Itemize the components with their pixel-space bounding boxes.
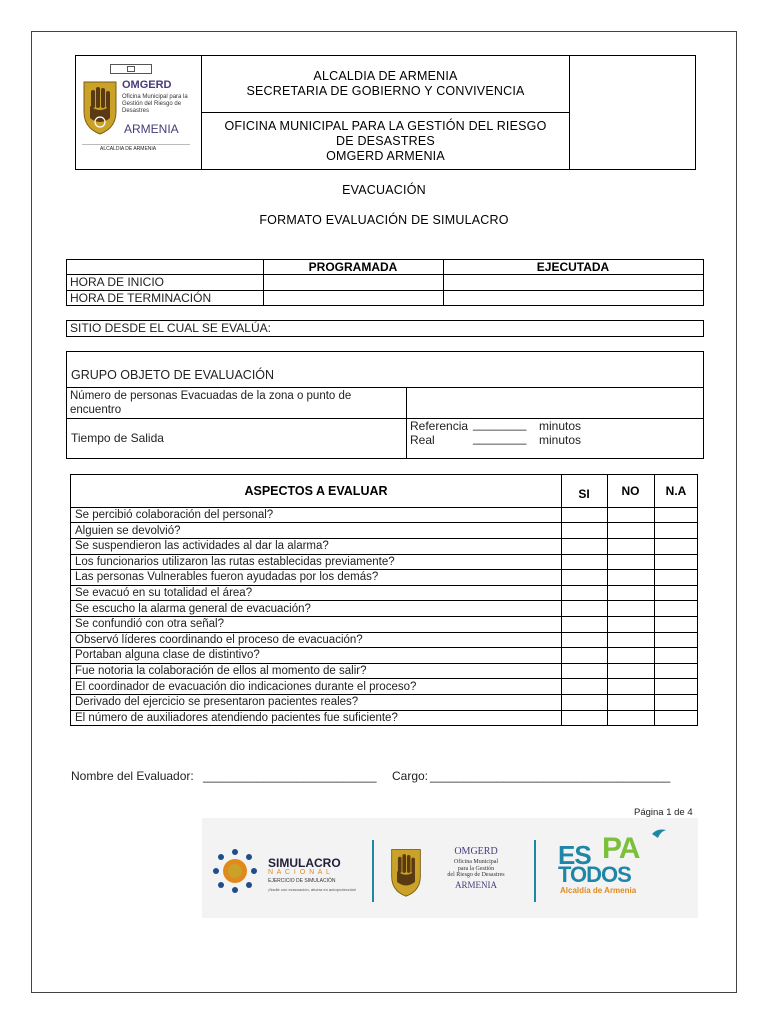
checklist-row <box>71 617 697 632</box>
header-entity-cell <box>202 56 570 113</box>
checkbox-no[interactable] <box>608 555 654 570</box>
hand-shield-icon <box>82 78 118 136</box>
header-logo-cell <box>76 56 202 169</box>
checkbox-no[interactable] <box>608 633 654 648</box>
checklist-question: Se evacuó en su totalidad el área? <box>75 587 253 599</box>
group-table <box>66 351 704 459</box>
sponsor-banner <box>202 818 698 918</box>
checklist-row <box>71 602 697 617</box>
checkbox-si[interactable] <box>562 570 607 585</box>
logo-divider <box>82 144 190 145</box>
input-terminacion-ejecutada[interactable] <box>444 291 703 306</box>
checklist-question: Observó líderes coordinando el proceso de evacuación? <box>75 633 363 646</box>
bird-icon <box>652 828 666 838</box>
banner-omgerd-title: OMGERD <box>454 846 498 857</box>
logo-brand: OMGERD <box>122 79 172 91</box>
real-unit: minutos <box>539 433 582 447</box>
checkbox-no[interactable] <box>608 570 654 585</box>
evacuated-count-input[interactable] <box>407 388 703 418</box>
banner-omgerd-lines <box>428 859 524 879</box>
banner-divider-1 <box>372 840 374 902</box>
checkbox-si[interactable] <box>562 633 607 648</box>
checkbox-no[interactable] <box>608 586 654 601</box>
checklist-row <box>71 539 697 554</box>
document-title: EVACUACIÓN <box>342 183 426 197</box>
checkbox-si[interactable] <box>562 555 607 570</box>
checkbox-na[interactable] <box>655 539 698 554</box>
banner-omgerd-l1: Oficina Municipal <box>453 859 499 865</box>
espa-todos: TODOS <box>558 862 631 887</box>
checkbox-na[interactable] <box>655 695 698 710</box>
checkbox-na[interactable] <box>655 711 698 726</box>
ref-time-input[interactable]: ________ <box>473 417 527 431</box>
checkbox-no[interactable] <box>608 664 654 679</box>
col-no: NO <box>621 484 640 498</box>
checklist-row <box>71 508 697 523</box>
header-line-4: DE DESASTRES <box>336 133 435 148</box>
checkbox-si[interactable] <box>562 711 607 726</box>
checklist-row <box>71 570 697 585</box>
header-line-2: SECRETARIA DE GOBIERNO Y CONVIVENCIA <box>246 84 525 98</box>
checklist-question: Portaban alguna clase de distintivo? <box>75 649 260 662</box>
banner-omgerd-city: ARMENIA <box>455 880 497 890</box>
checkbox-no[interactable] <box>608 602 654 617</box>
checkbox-no[interactable] <box>608 539 654 554</box>
row-hora-terminacion: HORA DE TERMINACIÓN <box>70 291 212 305</box>
col-si: SI <box>578 487 590 501</box>
checklist-question: El coordinador de evacuación dio indicaciones durante el proceso? <box>75 680 417 693</box>
checklist-question: Alguien se devolvió? <box>75 524 181 537</box>
checklist-row <box>71 648 697 663</box>
checklist-row <box>71 711 697 726</box>
flag-icon <box>110 64 152 74</box>
checkbox-na[interactable] <box>655 648 698 663</box>
logo-municipality: ALCALDIA DE ARMENIA <box>100 146 157 152</box>
checklist-table <box>70 474 698 726</box>
evaluator-label: Nombre del Evaluador: <box>71 769 194 783</box>
checkbox-si[interactable] <box>562 602 607 617</box>
checkbox-no[interactable] <box>608 524 654 539</box>
checklist-question: El número de auxiliadores atendiendo pacientes fue suficiente? <box>75 711 398 724</box>
checklist-row <box>71 680 697 695</box>
checklist-row <box>71 586 697 601</box>
document-header <box>75 55 696 170</box>
checklist-question: Se confundió con otra señal? <box>75 618 224 631</box>
schedule-table <box>66 259 704 306</box>
banner-omgerd-l3: del Riesgo de Desastres <box>447 872 505 878</box>
logo-subtitle: Oficina Municipal para la Gestión del Riesgo de Desastres <box>122 94 188 114</box>
checklist-question: Los funcionarios utilizaron las rutas establecidas previamente? <box>75 555 395 568</box>
espa-sub: Alcaldía de Armenia <box>560 886 637 895</box>
checkbox-si[interactable] <box>562 508 607 523</box>
checkbox-no[interactable] <box>608 680 654 695</box>
row-hora-inicio: HORA DE INICIO <box>70 275 165 289</box>
checkbox-no[interactable] <box>608 648 654 663</box>
exit-time-label: Tiempo de Salida <box>71 431 164 445</box>
checklist-row <box>71 524 697 539</box>
real-label: Real <box>410 433 435 447</box>
document-subtitle: FORMATO EVALUACIÓN DE SIMULACRO <box>259 213 509 227</box>
omgerd-hand-icon <box>388 846 424 898</box>
checkbox-si[interactable] <box>562 524 607 539</box>
evaluator-name-input[interactable]: __________________________ <box>203 769 377 783</box>
checklist-question: Se percibió colaboración del personal? <box>75 509 274 521</box>
checkbox-na[interactable] <box>655 524 698 539</box>
checkbox-si[interactable] <box>562 680 607 695</box>
banner-divider-2 <box>534 840 536 902</box>
simulacro-nacional-icon <box>212 848 258 894</box>
checkbox-na[interactable] <box>655 680 698 695</box>
col-programada: PROGRAMADA <box>308 260 398 274</box>
checkbox-si[interactable] <box>562 648 607 663</box>
simulacro-sub: EJERCICIO DE SIMULACIÓN <box>268 878 336 884</box>
col-na: N.A <box>665 484 687 498</box>
omgerd-logo <box>82 64 194 159</box>
checklist-question: Se escucho la alarma general de evacuación? <box>75 602 311 615</box>
espa-es: ES <box>558 840 591 870</box>
checklist-header <box>71 475 697 508</box>
header-office-cell <box>202 113 570 169</box>
checkbox-no[interactable] <box>608 711 654 726</box>
header-line-5: OMGERD ARMENIA <box>326 148 445 163</box>
ref-label: Referencia <box>410 419 469 433</box>
input-inicio-ejecutada[interactable] <box>444 275 703 290</box>
header-line-3: OFICINA MUNICIPAL PARA LA GESTIÓN DEL RIESGO <box>224 118 547 133</box>
checklist-row <box>71 695 697 710</box>
banner-omgerd-l2: para la Gestión <box>457 865 495 872</box>
input-inicio-programada[interactable] <box>264 275 442 290</box>
checklist-row <box>71 664 697 679</box>
checklist-row <box>71 633 697 648</box>
simulacro-tag: ¡Nadie con evacuación, afuera en autoprotección! <box>268 887 357 892</box>
checkbox-si[interactable] <box>562 539 607 554</box>
site-field[interactable] <box>66 320 704 337</box>
checkbox-na[interactable] <box>655 555 698 570</box>
espa-pa: PA <box>602 832 640 865</box>
checkbox-na[interactable] <box>655 602 698 617</box>
checkbox-na[interactable] <box>655 664 698 679</box>
evacuated-label-1: Número de personas Evacuadas de la zona o punto de <box>70 390 352 402</box>
checkbox-no[interactable] <box>608 695 654 710</box>
checkbox-no[interactable] <box>608 508 654 523</box>
checkbox-si[interactable] <box>562 586 607 601</box>
simulacro-title: SIMULACRO <box>268 856 341 870</box>
checklist-row <box>71 555 697 570</box>
checklist-question: Se suspendieron las actividades al dar la alarma? <box>75 540 329 553</box>
cargo-label: Cargo: <box>392 769 429 783</box>
checkbox-si[interactable] <box>562 664 607 679</box>
ref-unit: minutos <box>539 419 582 433</box>
checkbox-na[interactable] <box>655 586 698 601</box>
checkbox-na[interactable] <box>655 617 698 632</box>
checkbox-na[interactable] <box>655 633 698 648</box>
checkbox-no[interactable] <box>608 617 654 632</box>
evacuated-label-2: encuentro <box>70 404 122 416</box>
checklist-header-label: ASPECTOS A EVALUAR <box>244 484 388 498</box>
checklist-question: Las personas Vulnerables fueron ayudadas por los demás? <box>75 571 379 584</box>
checkbox-na[interactable] <box>655 508 698 523</box>
checkbox-si[interactable] <box>562 695 607 710</box>
group-title: GRUPO OBJETO DE EVALUACIÓN <box>71 368 275 382</box>
logo-city: ARMENIA <box>124 122 179 136</box>
checklist-question: Derivado del ejercicio se presentaron pacientes reales? <box>75 696 359 709</box>
simulacro-nacional: N A C I O N A L <box>268 869 331 876</box>
col-ejecutada: EJECUTADA <box>536 260 610 274</box>
checkbox-si[interactable] <box>562 617 607 632</box>
page-number: Página 1 de 4 <box>634 807 693 818</box>
site-label: SITIO DESDE EL CUAL SE EVALÚA: <box>70 321 271 335</box>
real-time-input[interactable]: ________ <box>473 431 527 445</box>
checkbox-na[interactable] <box>655 570 698 585</box>
input-terminacion-programada[interactable] <box>264 291 442 306</box>
header-line-1: ALCALDIA DE ARMENIA <box>313 69 458 83</box>
cargo-input[interactable]: ____________________________________ <box>430 769 671 783</box>
checklist-question: Fue notoria la colaboración de ellos al momento de salir? <box>75 665 367 677</box>
header-empty-cell <box>570 56 695 169</box>
